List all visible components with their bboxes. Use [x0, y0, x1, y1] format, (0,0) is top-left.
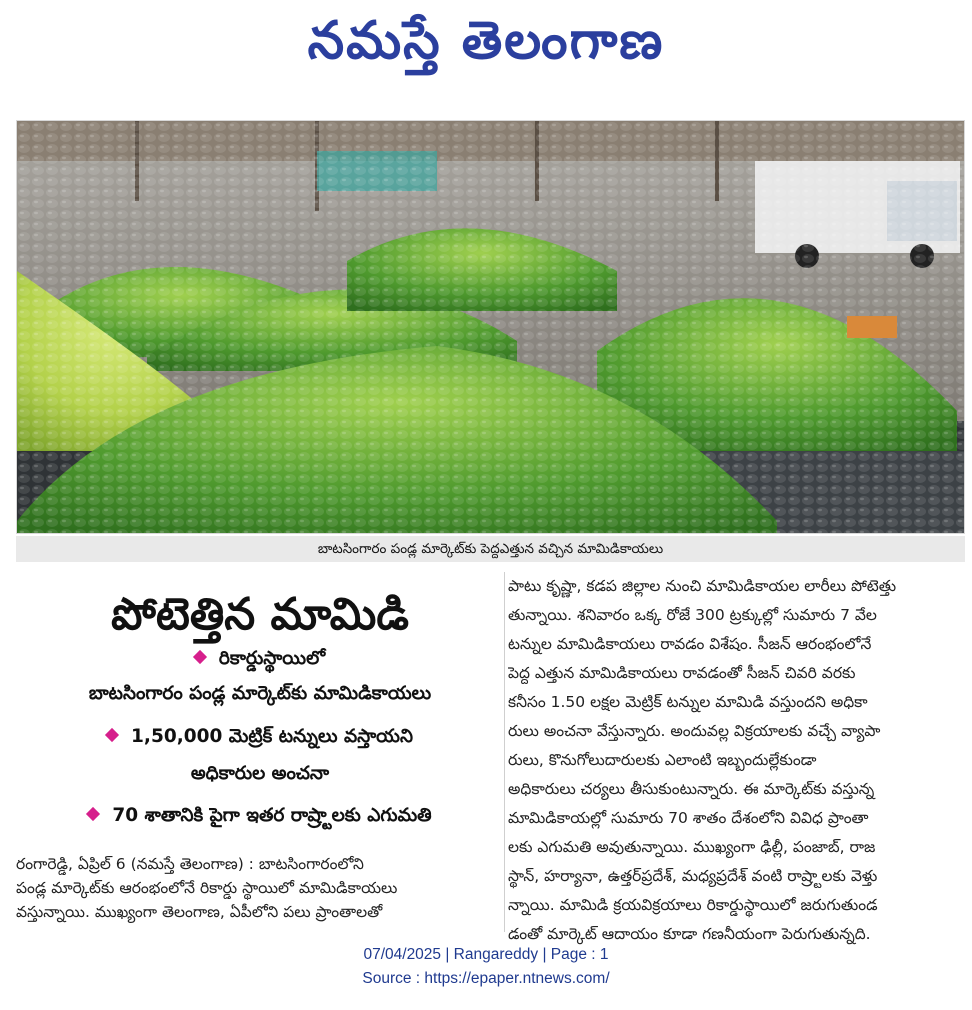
mango-market-photo — [16, 120, 965, 534]
bullet-diamond-icon — [105, 728, 119, 742]
body-line: డంతో మార్కెట్‌ ఆదాయం కూడా గణనీయంగా పెరుగుతున్నది. — [508, 925, 871, 943]
body-line: స్థాన్‌, హర్యానా, ఉత్తర్‌ప్రదేశ్‌, మధ్యప్రదేశ్‌ వంటి రాష్ర్టాలకు వెళ్తు — [508, 867, 878, 885]
body-line: రులు, కొనుగోలుదారులకు ఎలాంటి ఇబ్బందుల్లేకుండా — [508, 751, 817, 769]
bullet-2-line-2: అధికారుల అంచనా — [190, 763, 330, 784]
body-line: పెద్ద ఎత్తున మామిడికాయలు రావడంతో సీజన్‌ చివరి వరకు — [508, 664, 856, 682]
bullet-1-line-1 — [16, 648, 504, 673]
body-line: రులు అంచనా వేస్తున్నారు. అందువల్ల విక్రయాలకు వచ్చే వ్యాపా — [508, 722, 881, 740]
footer-meta: 07/04/2025 | Rangareddy | Page : 1 — [363, 946, 609, 963]
body-line: అధికారులు చర్యలు తీసుకుంటున్నారు. ఈ మార్కెట్‌కు వస్తున్న — [508, 780, 875, 798]
body-line: లకు ఎగుమతి అవుతున్నాయి. ముఖ్యంగా ఢిల్లీ, పంజాబ్‌, రాజ — [508, 838, 876, 856]
article-body-left-column — [16, 852, 504, 924]
body-line: టన్నుల మామిడికాయలు రావడం విశేషం. సీజన్‌ ఆరంభంలోనే — [508, 635, 872, 653]
column-divider — [504, 572, 505, 932]
bullet-2-text-1: 1,50,000 మెట్రిక్‌ టన్నులు వస్తాయని — [131, 726, 413, 747]
article-body-right-column — [508, 572, 948, 949]
bullet-diamond-icon — [86, 807, 100, 821]
bullet-3-text-1: 70 శాతానికి పైగా ఇతర రాష్ర్టాలకు ఎగుమతి — [112, 805, 432, 826]
body-line: తున్నాయి. శనివారం ఒక్క రోజే 300 ట్రక్కుల్లో సుమారు 7 వేల — [508, 606, 877, 624]
body-line: కనీసం 1.50 లక్షల మెట్రిక్‌ టన్నుల మామిడి వస్తుందని అధికా — [508, 693, 868, 711]
body-line: న్నాయి. మామిడి క్రయవిక్రయాలు రికార్డుస్థాయిలో జరుగుతుండ — [508, 896, 878, 914]
bullet-1-text-1: రికార్డుస్థాయిలో — [218, 648, 326, 669]
footer-source-link[interactable]: Source : https://epaper.ntnews.com/ — [362, 970, 610, 987]
bullet-3-line-1 — [16, 805, 504, 830]
body-line: రంగారెడ్డి, ఏప్రిల్‌ 6 (నమస్తే తెలంగాణ) : బాటసింగారంలోని — [16, 855, 364, 873]
mango-market-photo-illustration — [17, 121, 965, 534]
article-headline: పోటెత్తిన మామిడి — [111, 589, 409, 640]
bullet-diamond-icon — [193, 650, 207, 664]
bullet-2-line-1 — [16, 726, 504, 751]
bullet-1-line-2: బాటసింగారం పండ్ల మార్కెట్‌కు మామిడికాయలు — [88, 683, 432, 704]
photo-caption: బాటసింగారం పండ్ల మార్కెట్‌కు పెద్దఎత్తున వచ్చిన మామిడికాయలు — [16, 536, 965, 562]
body-line: వస్తున్నాయి. ముఖ్యంగా తెలంగాణ, ఏపీలోని పలు ప్రాంతాలతో — [16, 903, 383, 921]
body-line: పాటు కృష్ణా, కడప జిల్లాల నుంచి మామిడికాయల లారీలు పోటెత్తు — [508, 577, 897, 595]
body-line: పండ్ల మార్కెట్‌కు ఆరంభంలోనే రికార్డు స్థాయిలో మామిడికాయలు — [16, 879, 398, 897]
newspaper-masthead: నమస్తే తెలంగాణ — [307, 11, 665, 71]
body-line: మామిడికాయల్లో సుమారు 70 శాతం దేశంలోని వివిధ ప్రాంతా — [508, 809, 869, 827]
